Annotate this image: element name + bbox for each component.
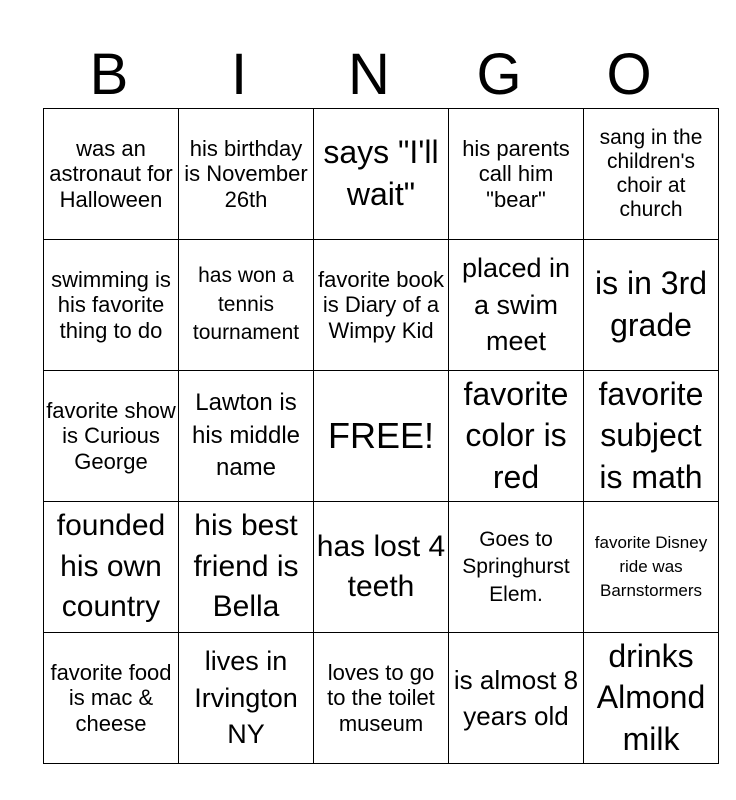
bingo-cell[interactable]	[449, 240, 584, 371]
cell-text: Goes to Springhurst Elem.	[462, 528, 570, 606]
cell-text: has won a tennis tournament	[192, 264, 300, 345]
cell-text: has lost 4 teeth	[316, 529, 446, 603]
cell-text: lives in Irvington NY	[194, 646, 298, 750]
bingo-cell[interactable]	[584, 240, 719, 371]
cell-text: favorite show is Curious George	[46, 398, 176, 474]
cell-text: drinks Almond milk	[596, 637, 706, 757]
bingo-row	[44, 109, 719, 240]
header-letter-b: B	[89, 42, 129, 107]
bingo-cell[interactable]	[44, 371, 179, 502]
free-space-label: FREE!	[327, 415, 434, 457]
header-letter-g: G	[476, 42, 522, 107]
bingo-cell[interactable]	[584, 109, 719, 240]
cell-text: swimming is his favorite thing to do	[51, 267, 171, 343]
bingo-cell[interactable]	[449, 109, 584, 240]
cell-text: favorite Disney ride was Barnstormers	[594, 533, 708, 600]
free-space-cell[interactable]	[314, 371, 449, 502]
bingo-cell[interactable]	[584, 502, 719, 633]
header-letter-o: O	[606, 42, 652, 107]
cell-text: is almost 8 years old	[453, 664, 579, 731]
cell-text: his parents call him "bear"	[462, 136, 570, 212]
bingo-cell[interactable]	[179, 371, 314, 502]
cell-text: his birthday is November 26th	[184, 136, 308, 212]
cell-text: favorite subject is math	[598, 375, 704, 495]
bingo-cell[interactable]	[179, 109, 314, 240]
cell-text: favorite color is red	[463, 375, 569, 495]
bingo-header	[44, 40, 694, 110]
bingo-row	[44, 240, 719, 371]
bingo-cell[interactable]	[314, 633, 449, 764]
cell-text: is in 3rd grade	[594, 265, 708, 343]
bingo-cell[interactable]	[314, 240, 449, 371]
cell-text: his best friend is Bella	[193, 509, 299, 624]
bingo-cell[interactable]	[44, 502, 179, 633]
cell-text: placed in a swim meet	[461, 253, 571, 357]
cell-text: founded his own country	[56, 509, 166, 624]
bingo-cell[interactable]	[44, 633, 179, 764]
cell-text: favorite book is Diary of a Wimpy Kid	[318, 267, 444, 343]
bingo-cell[interactable]	[314, 502, 449, 633]
bingo-row	[44, 633, 719, 764]
header-letter-n: N	[348, 42, 390, 107]
cell-text: was an astronaut for Halloween	[49, 136, 173, 212]
bingo-cell[interactable]	[179, 502, 314, 633]
bingo-cell[interactable]	[449, 371, 584, 502]
bingo-cell[interactable]	[44, 109, 179, 240]
cell-text: Lawton is his middle name	[191, 389, 301, 482]
bingo-cell[interactable]	[584, 633, 719, 764]
bingo-cell[interactable]	[449, 502, 584, 633]
bingo-cell[interactable]	[179, 633, 314, 764]
bingo-cell[interactable]	[314, 109, 449, 240]
cell-text: favorite food is mac & cheese	[50, 660, 172, 736]
bingo-row	[44, 371, 719, 502]
bingo-cell[interactable]	[449, 633, 584, 764]
bingo-cell[interactable]	[179, 240, 314, 371]
cell-text: loves to go to the toilet museum	[327, 660, 435, 736]
header-letter-i: I	[230, 42, 248, 107]
bingo-cell[interactable]	[584, 371, 719, 502]
cell-text: sang in the children's choir at church	[599, 125, 703, 222]
bingo-card	[43, 108, 719, 764]
bingo-row	[44, 502, 719, 633]
cell-text: says "I'll wait"	[323, 134, 439, 212]
bingo-cell[interactable]	[44, 240, 179, 371]
